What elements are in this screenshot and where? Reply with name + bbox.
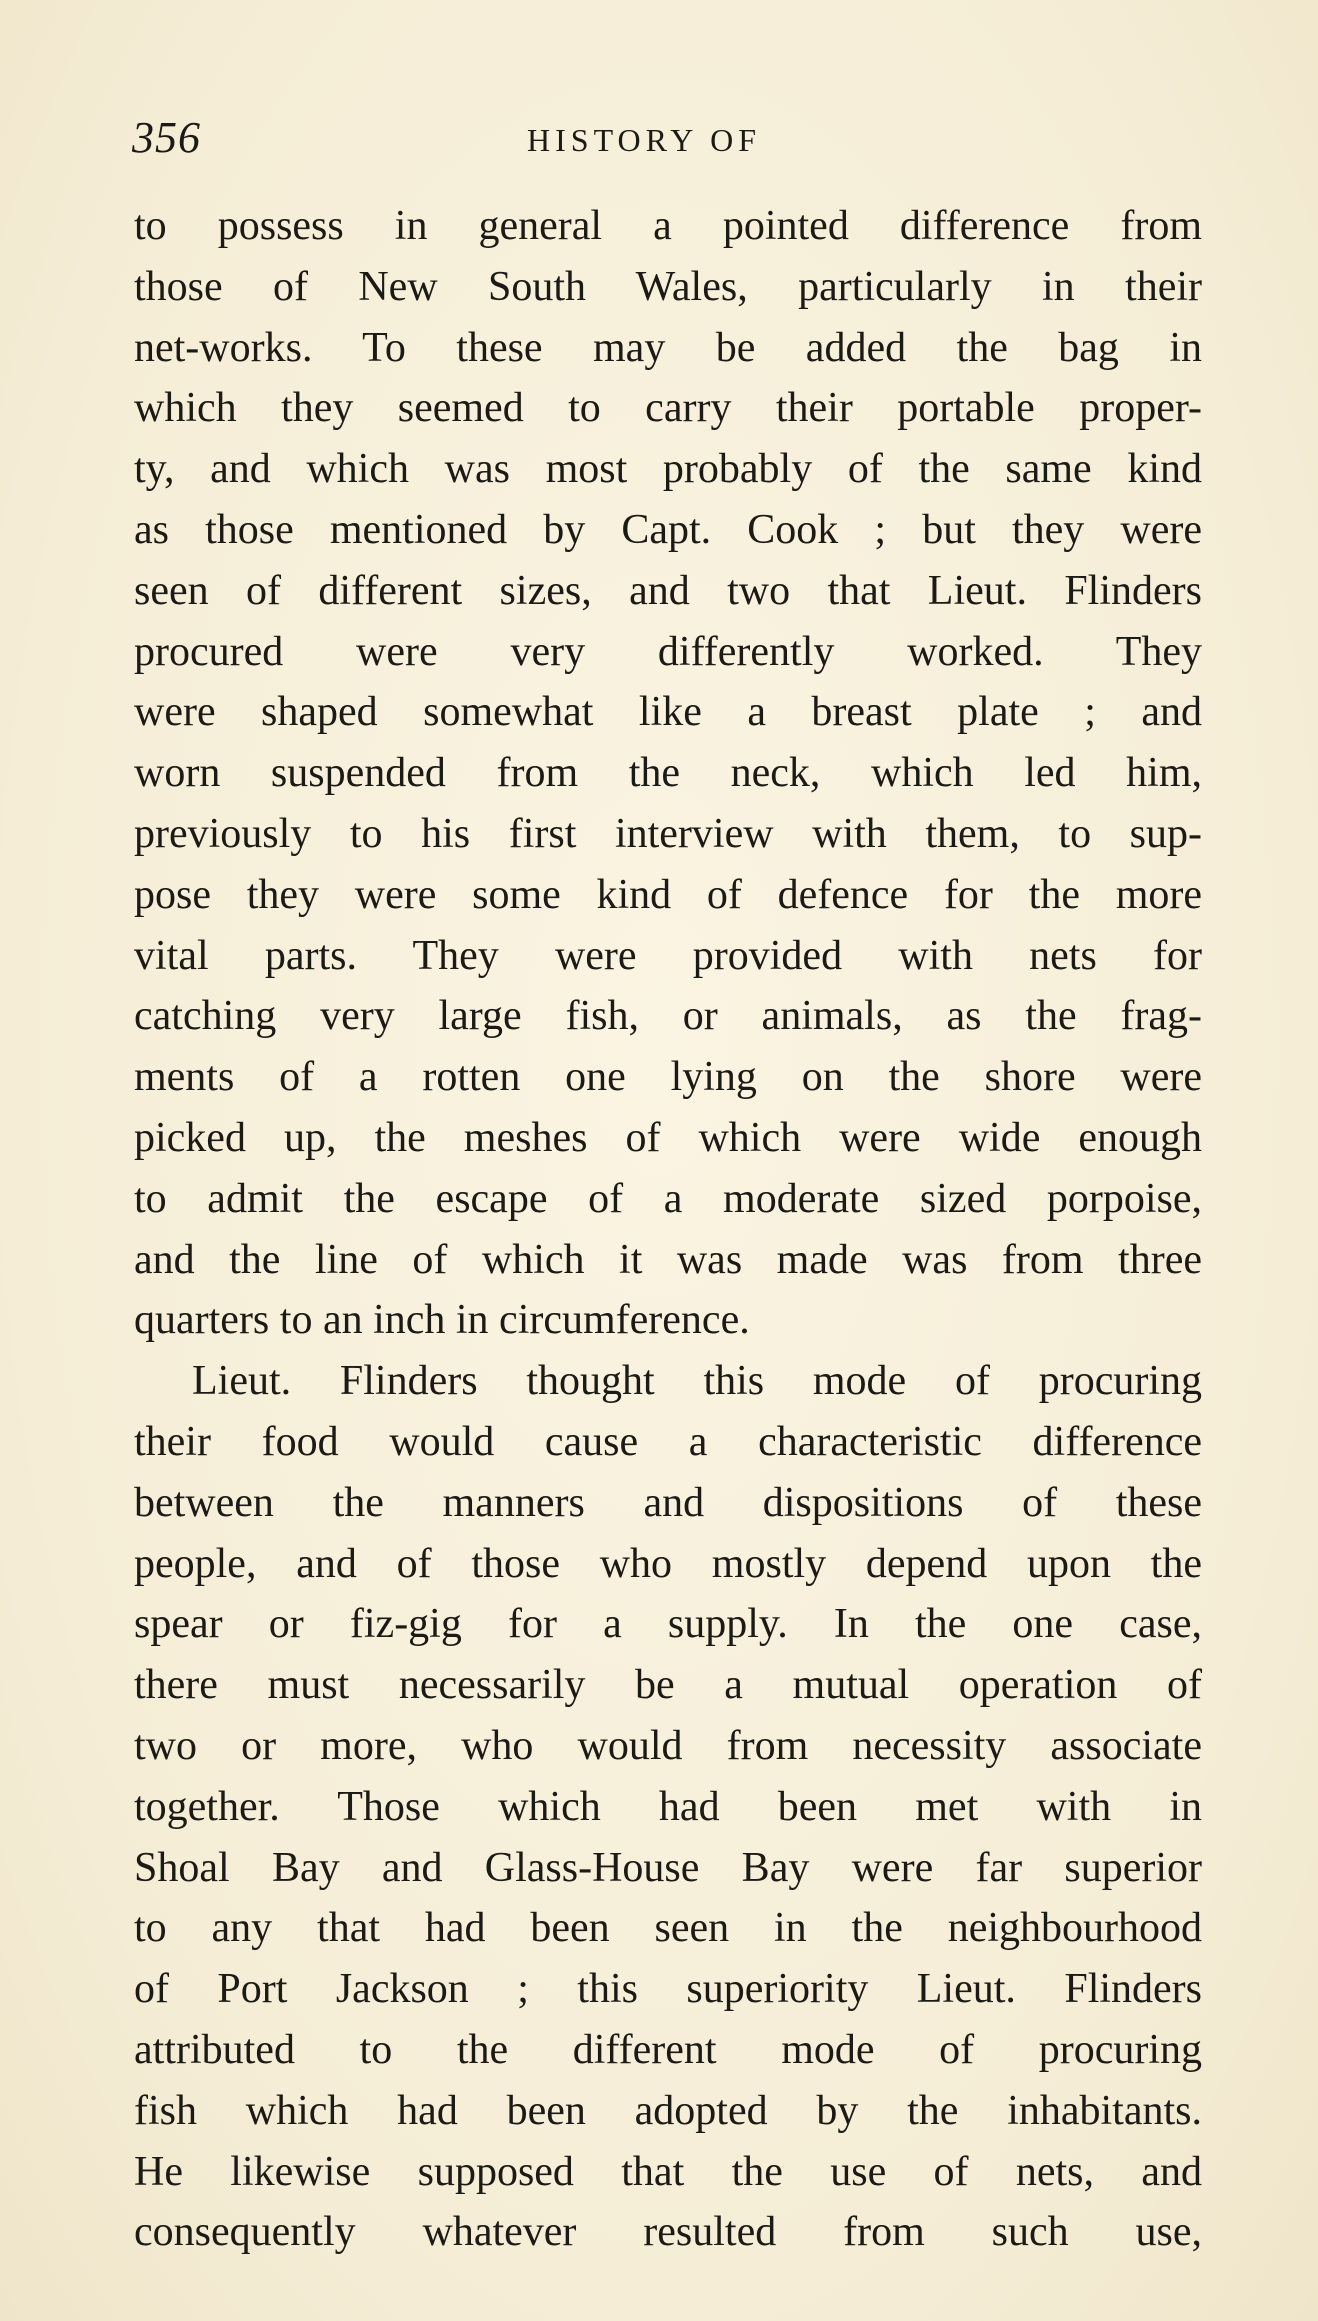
text-line: net-works. To these may be added the bag in: [134, 324, 1202, 371]
text-line: procured were very differently worked. They: [134, 628, 1202, 675]
text-line: together. Those which had been met with in: [134, 1783, 1202, 1830]
text-line: which they seemed to carry their portable proper-: [134, 385, 1202, 432]
text-line: worn suspended from the neck, which led him,: [134, 750, 1202, 797]
text-line: He likewise supposed that the use of nets, and: [134, 2148, 1202, 2195]
text-line: pose they were some kind of defence for the more: [134, 871, 1202, 918]
text-line: as those mentioned by Capt. Cook ; but they were: [134, 506, 1202, 553]
text-line: were shaped somewhat like a breast plate ; and: [134, 689, 1202, 736]
text-line: of Port Jackson ; this superiority Lieut. Flinders: [134, 1966, 1202, 2013]
text-line: spear or fiz-gig for a supply. In the one case,: [134, 1601, 1202, 1648]
text-line: two or more, who would from necessity associate: [134, 1722, 1202, 1769]
text-line: to any that had been seen in the neighbourhood: [134, 1905, 1202, 1952]
text-line: previously to his first interview with them, to sup-: [134, 810, 1202, 857]
body-text: [134, 196, 1202, 2263]
text-line: Lieut. Flinders thought this mode of procuring: [192, 1358, 1202, 1405]
text-line: Shoal Bay and Glass-House Bay were far superior: [134, 1844, 1202, 1891]
text-line: vital parts. They were provided with nets for: [134, 932, 1202, 979]
text-line: fish which had been adopted by the inhabitants.: [134, 2087, 1202, 2134]
text-line: consequently whatever resulted from such use,: [134, 2209, 1202, 2256]
text-line: there must necessarily be a mutual operation of: [134, 1662, 1202, 1709]
text-line: seen of different sizes, and two that Lieut. Flinders: [134, 567, 1202, 614]
page-header: [132, 112, 1212, 172]
text-line: between the manners and dispositions of these: [134, 1479, 1202, 1526]
text-line: to admit the escape of a moderate sized porpoise,: [134, 1175, 1202, 1222]
text-line: ments of a rotten one lying on the shore were: [134, 1054, 1202, 1101]
text-line: their food would cause a characteristic difference: [134, 1418, 1202, 1465]
text-line: attributed to the different mode of procuring: [134, 2026, 1202, 2073]
running-head: HISTORY OF: [527, 122, 762, 158]
text-line: ty, and which was most probably of the same kind: [134, 446, 1202, 493]
text-line: people, and of those who mostly depend upon the: [134, 1540, 1202, 1587]
text-line: quarters to an inch in circumference.: [134, 1297, 750, 1344]
text-line: catching very large fish, or animals, as the frag-: [134, 993, 1202, 1040]
text-line: picked up, the meshes of which were wide enough: [134, 1114, 1202, 1161]
page-number: 356: [132, 113, 201, 162]
text-line: and the line of which it was made was from three: [134, 1236, 1202, 1283]
text-line: those of New South Wales, particularly in their: [134, 263, 1202, 310]
text-line: to possess in general a pointed difference from: [134, 203, 1202, 249]
